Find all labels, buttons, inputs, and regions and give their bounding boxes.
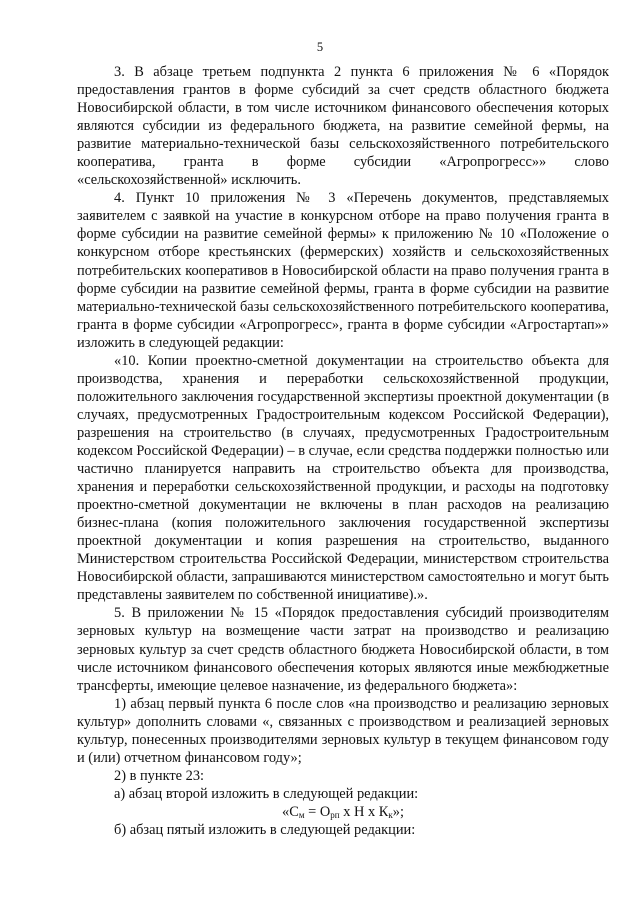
formula-part: «С bbox=[282, 803, 299, 820]
paragraph-subitem-2: 2) в пункте 23: bbox=[114, 767, 205, 784]
formula-subscript: м bbox=[298, 809, 305, 820]
paragraph-item-4: 4. Пункт 10 приложения № 3 «Перечень документов, представляемых заявителем с заявкой на участие в конкурсном отборе на право получения гранта в форме субсидии на развитие семейной фермы» к приложению № 10 «Положение о конкурсном отборе крестьянских (фермерских) хозяйств и сельскохозяйственных потребительских кооперативов в Новосибирской области на право получения гранта в форме субсидии на развитие семейной фермы, гранта в форме субсидии на развитие материально-технической базы сельскохозяйственного потребительского кооператива, гранта в форме субсидии «Агропрогресс», гранта в форме субсидии «Агростартап»» изложить в следующей редакции: bbox=[77, 190, 609, 351]
formula-part: = О bbox=[304, 803, 331, 820]
paragraph-item-3: 3. В абзаце третьем подпункта 2 пункта 6 приложения № 6 «Порядок предоставления грантов в форме субсидий за счет средств областного бюджета Новосибирской области, в том числе источником финансового обеспечения которых являются субсидии из федерального бюджета, на развитие семейной фермы, на развитие материально-технической базы сельскохозяйственного потребительского кооператива, гранта в форме субсидии «Агропрогресс»» слово «сельскохозяйственной» исключить. bbox=[77, 64, 609, 189]
paragraph-subitem-1: 1) абзац первый пункта 6 после слов «на производство и реализацию зерновых культур» дополнить словами «, связанных с производством и реализацией зерновых культур, понесенных производителями зерновых культур в текущем финансовом году и (или) отчетном финансовом году»; bbox=[77, 695, 609, 766]
paragraph-point-10: «10. Копии проектно-сметной документации на строительство объекта для производства, хранения и переработки сельскохозяйственной продукции, положительного заключения государственной экспертизы проектной документации (в случаях, предусмотренных Градостроительным кодексом Российской Федерации), разрешения на строительство (в случаях, предусмотренных Градостроительным кодексом Российской Федерации) – в случае, если средства поддержки полностью или частично планируется направить на строительство объекта для производства, хранения и переработки сельскохозяйственной продукции, и расходы на подготовку проектно-сметной документации не включены в план расходов на реализацию бизнес-плана (копия положительного заключения государственной экспертизы проектной документации и копия разрешения на строительство, выданного Министерством строительства Российской Федерации, министерством строительства Новосибирской области, запрашиваются министерством самостоятельно и могут быть представлены заявителем по собственной инициативе).». bbox=[77, 352, 609, 604]
formula-part: »; bbox=[392, 803, 404, 820]
paragraph-subitem-a: а) абзац второй изложить в следующей редакции: bbox=[114, 785, 419, 802]
paragraph-subitem-b: б) абзац пятый изложить в следующей редакции: bbox=[114, 821, 416, 838]
document-body bbox=[77, 63, 609, 839]
formula-line bbox=[77, 803, 609, 821]
paragraph-item-5: 5. В приложении № 15 «Порядок предоставления субсидий производителям зерновых культур на возмещение части затрат на производство и реализацию зерновых культур за счет средств областного бюджета Новосибирской области, в том числе источником финансового обеспечения которых являются иные межбюджетные трансферты, имеющие целевое назначение, из федерального бюджета»: bbox=[77, 605, 609, 694]
formula-part: х Н х К bbox=[339, 803, 389, 820]
formula-subscript: рп bbox=[330, 809, 340, 820]
formula-subscript: к bbox=[388, 809, 393, 820]
page-number: 5 bbox=[316, 40, 324, 54]
